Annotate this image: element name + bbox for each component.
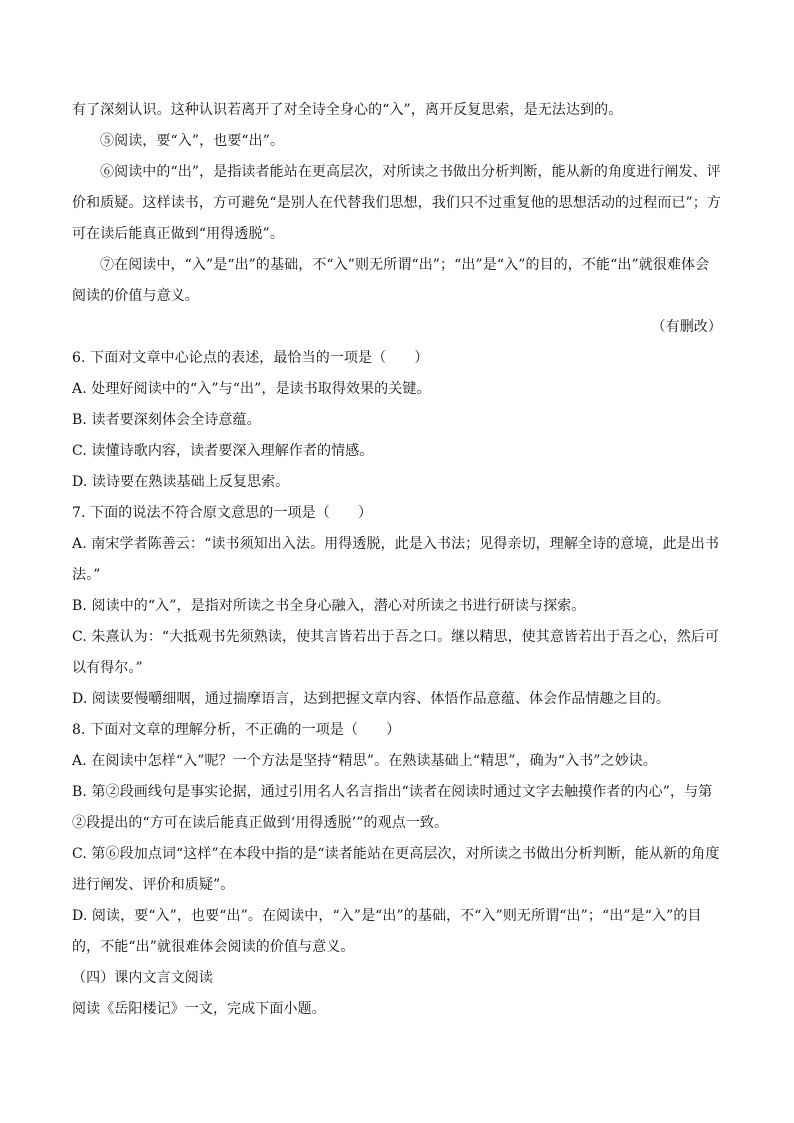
- question-6-option-c: C. 读懂诗歌内容，读者要深入理解作者的情感。: [72, 443, 374, 459]
- question-6-stem: 6. 下面对文章中心论点的表述，最恰当的一项是（ ）: [72, 350, 429, 366]
- question-8-option-b: B. 第②段画线句是事实论据，通过引用名人名言指出“读者在阅读时通过文字去触摸作者的内心”，与第②段提出的“方可在读后能真正做到‘用得透脱’”的观点一致。: [72, 784, 713, 831]
- question-8-option-d: D. 阅读，要“入”，也要“出”。在阅读中，“入”是“出”的基础，不“入”则无所谓“出”；“出”是“入”的目的，不能“出”就很难体会阅读的价值与意义。: [72, 908, 702, 955]
- paragraph-continuation: 有了深刻认识。这种认识若离开了对全诗全身心的“入”，离开反复思索，是无法达到的。: [72, 102, 623, 118]
- question-6-option-d: D. 读诗要在熟读基础上反复思索。: [72, 474, 290, 490]
- question-7-option-a: A. 南宋学者陈善云：“读书须知出入法。用得透脱，此是入书法；见得亲切，理解全诗的意境，此是出书法。”: [72, 536, 719, 583]
- paragraph-6: ⑥阅读中的“出”，是指读者能站在更高层次，对所读之书做出分析判断，能从新的角度进行阐发、评价和质疑。这样读书，方可避免“是别人在代替我们思想，我们只不过重复他的思想活动的过程而已”；方可在读后能真正做到“用得透脱”。: [72, 164, 722, 242]
- question-7-stem: 7. 下面的说法不符合原文意思的一项是（ ）: [72, 505, 373, 521]
- question-8-option-a: A. 在阅读中怎样“入”呢？一个方法是坚持“精思”。在熟读基础上“精思”，确为“入书”之妙诀。: [72, 753, 657, 769]
- paragraph-5: ⑤阅读，要“入”，也要“出”。: [100, 133, 285, 149]
- section-heading: （四）课内文言文阅读: [72, 970, 213, 986]
- reading-instruction: 阅读《岳阳楼记》一文，完成下面小题。: [72, 1001, 326, 1017]
- question-7-option-c: C. 朱熹认为：“大抵观书先须熟读，使其言皆若出于吾之口。继以精思，使其意皆若出于吾之心，然后可以有得尔。”: [72, 629, 720, 676]
- question-8-option-c: C. 第⑥段加点词“这样”在本段中指的是“读者能站在更高层次，对所读之书做出分析判断，能从新的角度进行阐发、评价和质疑”。: [72, 846, 720, 893]
- paragraph-7: ⑦在阅读中，“入”是“出”的基础，不“入”则无所谓“出”；“出”是“入”的目的，不能“出”就很难体会阅读的价值与意义。: [72, 257, 710, 304]
- question-7-option-b: B. 阅读中的“入”，是指对所读之书全身心融入，潜心对所读之书进行研读与探索。: [72, 598, 586, 614]
- edit-note: （有删改）: [651, 319, 722, 335]
- document-content: [72, 95, 722, 1025]
- question-6-option-a: A. 处理好阅读中的“入”与“出”，是读书取得效果的关键。: [72, 381, 431, 397]
- question-8-stem: 8. 下面对文章的理解分析，不正确的一项是（ ）: [72, 722, 401, 738]
- question-7-option-d: D. 阅读要慢嚼细咽，通过揣摩语言，达到把握文章内容、体悟作品意蕴、体会作品情趣之目的。: [72, 691, 671, 707]
- question-6-option-b: B. 读者要深刻体会全诗意蕴。: [72, 412, 261, 428]
